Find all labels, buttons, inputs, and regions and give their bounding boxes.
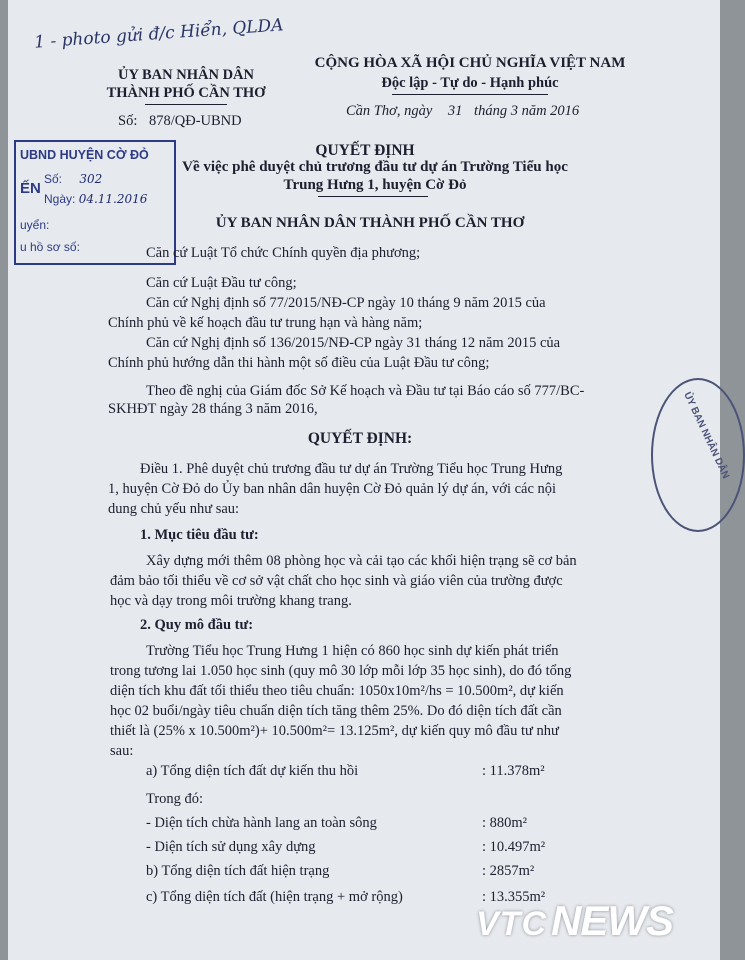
section2-line: trong tương lai 1.050 học sinh (quy mô 30 lớp mỗi lớp 35 học sinh), do đó tổng bbox=[110, 663, 572, 679]
subject-underline bbox=[318, 196, 428, 197]
agency-name-line1: ỦY BAN NHÂN DÂN bbox=[117, 67, 254, 83]
issuing-authority: ỦY BAN NHÂN DÂN THÀNH PHỐ CẦN THƠ bbox=[215, 215, 525, 231]
area-item-label: - Diện tích sử dụng xây dựng bbox=[146, 839, 316, 855]
section2-line: diện tích khu đất tối thiểu theo tiêu chuẩn: 1050x10m²/hs = 10.500m², dự kiến bbox=[110, 683, 564, 699]
country-motto: Độc lập - Tự do - Hạnh phúc bbox=[381, 75, 559, 91]
area-item-label: a) Tổng diện tích đất dự kiến thu hồi bbox=[146, 763, 359, 779]
area-item-value: : 2857m² bbox=[482, 863, 535, 879]
section2-line: Trường Tiểu học Trung Hưng 1 hiện có 860 học sinh dự kiến phát triển bbox=[146, 643, 559, 659]
basis-line: Chính phủ hướng dẫn thi hành một số điều của Luật Đầu tư công; bbox=[108, 355, 490, 371]
basis-line: Căn cứ Nghị định số 77/2015/NĐ-CP ngày 10 tháng 9 năm 2015 của bbox=[146, 295, 546, 311]
area-item-value: : 13.355m² bbox=[482, 889, 546, 905]
area-item-label: b) Tổng diện tích đất hiện trạng bbox=[146, 863, 330, 879]
area-item-value: : 10.497m² bbox=[482, 839, 546, 855]
basis-line: Chính phủ về kế hoạch đầu tư trung hạn và hàng năm; bbox=[108, 315, 423, 331]
section2-line: học 02 buổi/ngày tiêu chuẩn diện tích tăng thêm 25%. Do đó diện tích đất cần bbox=[110, 703, 562, 719]
basis-line: Căn cứ Luật Tổ chức Chính quyền địa phương; bbox=[146, 245, 421, 261]
basis-line: Theo đề nghị của Giám đốc Sở Kế hoạch và Đầu tư tại Báo cáo số 777/BC- bbox=[146, 383, 585, 399]
section1-heading: 1. Mục tiêu đầu tư: bbox=[140, 527, 259, 543]
area-item-value: : 11.378m² bbox=[482, 763, 545, 779]
vtcnews-watermark-logo: VTCNEWS bbox=[476, 897, 673, 944]
basis-line: Căn cứ Luật Đầu tư công; bbox=[146, 275, 297, 291]
document-subject-line1: Về việc phê duyệt chủ trương đầu tư dự án Trường Tiểu học bbox=[182, 159, 568, 175]
agency-name-line2: THÀNH PHỐ CẦN THƠ bbox=[106, 85, 266, 101]
article1-line: 1, huyện Cờ Đỏ do Ủy ban nhân dân huyện Cờ Đỏ quản lý dự án, với các nội bbox=[108, 481, 557, 497]
document-subject-line2: Trung Hưng 1, huyện Cờ Đỏ bbox=[283, 177, 467, 193]
section1-line: học và dạy trong môi trường khang trang. bbox=[110, 593, 352, 609]
article1-line: Điều 1. Phê duyệt chủ trương đầu tư dự án Trường Tiểu học Trung Hưng bbox=[140, 461, 563, 477]
handwritten-note: 1 - photo gửi đ/c Hiển, QLDA bbox=[33, 15, 285, 53]
agency-underline bbox=[145, 104, 227, 105]
section2-line: sau: bbox=[110, 743, 134, 759]
official-seal: ỦY BAN NHÂN DÂN bbox=[651, 378, 745, 532]
area-item-label: - Diện tích chừa hành lang an toàn sông bbox=[146, 815, 377, 831]
place-date: Cần Thơ, ngày 31 tháng 3 năm 2016 bbox=[346, 103, 580, 119]
section2-heading: 2. Quy mô đầu tư: bbox=[140, 617, 254, 633]
article1-line: dung chủ yếu như sau: bbox=[108, 501, 240, 517]
decision-number: Số: 878/QĐ-UBND bbox=[118, 113, 242, 129]
area-item-label: c) Tổng diện tích đất (hiện trạng + mở rộng) bbox=[146, 889, 403, 905]
decision-heading: QUYẾT ĐỊNH: bbox=[307, 430, 413, 447]
country-name: CỘNG HÒA XÃ HỘI CHỦ NGHĨA VIỆT NAM bbox=[314, 55, 626, 71]
motto-underline bbox=[392, 94, 548, 95]
area-item-value: : 880m² bbox=[482, 815, 528, 831]
section1-line: đảm bảo tối thiểu về cơ sở vật chất cho học sinh và giáo viên của trường được bbox=[110, 573, 563, 589]
area-item-label: Trong đó: bbox=[146, 791, 204, 807]
basis-line: SKHĐT ngày 28 tháng 3 năm 2016, bbox=[108, 401, 318, 417]
section2-line: thiết là (25% x 10.500m²)+ 10.500m²= 13.125m², dự kiến quy mô đầu tư như bbox=[110, 723, 559, 739]
basis-line: Căn cứ Nghị định số 136/2015/NĐ-CP ngày 31 tháng 12 năm 2015 của bbox=[146, 335, 561, 351]
document-title: QUYẾT ĐỊNH bbox=[315, 142, 415, 159]
section1-line: Xây dựng mới thêm 08 phòng học và cải tạo các khối hiện trạng sẽ cơ bản bbox=[146, 553, 577, 569]
incoming-document-stamp: UBND HUYỆN CỜ ĐỎ ẾN Số: 302 Ngày: 04.11.2016 uyển: u hồ sơ số: bbox=[14, 140, 176, 265]
